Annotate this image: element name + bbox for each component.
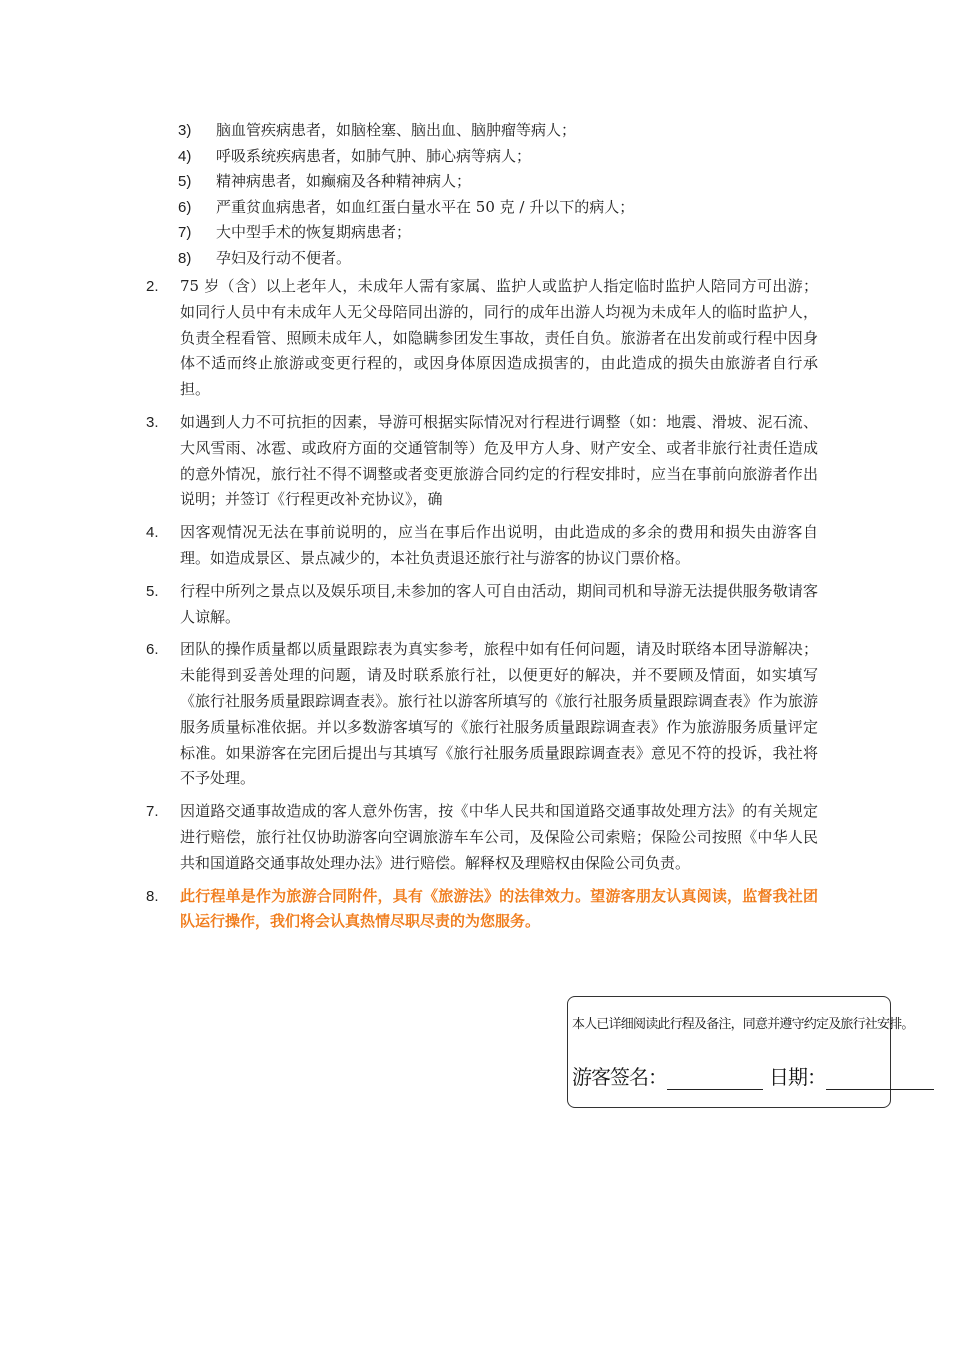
list-item [146,637,818,792]
item-number: 4) [178,147,192,165]
item-text: 精神病患者，如癫痫及各种精神病人； [216,172,472,191]
item-text: 大中型手术的恢复期病患者； [216,223,412,242]
item-text: 孕妇及行动不便者。 [216,248,352,267]
item-number: 3) [178,122,192,139]
item-number: 5. [146,582,159,600]
signature-row [572,1061,934,1090]
item-text: 呼吸系统疾病患者，如肺气肿、肺心病等病人； [216,146,532,165]
item-number: 8) [178,249,192,267]
list-item [146,274,818,403]
item-number: 8. [146,887,159,905]
list-item [178,195,634,221]
item-text: 严重贫血病患者，如血红蛋白量水平在 50 克 / 升以下的病人； [216,197,635,216]
item-number: 5) [178,173,192,191]
item-number: 3. [146,413,159,431]
item-text: 脑血管疾病患者，如脑栓塞、脑出血、脑肿瘤等病人； [216,121,577,139]
item-number: 6) [178,198,192,216]
item-number: 2. [146,278,159,295]
list-item [178,144,634,170]
item-text: 因道路交通事故造成的客人意外伤害，按《中华人民共和国道路交通事故处理方法》的有关规定进行赔偿，旅行社仅协助游客向空调旅游车车公司，及保险公司索赔；保险公司按照《中华人民共和国道路交通事故处理办法》进行赔偿。解释权及理赔权由保险公司负责。 [180,802,818,872]
list-item [146,579,818,631]
list-item [178,169,634,195]
date-line[interactable] [826,1067,934,1090]
list-item [178,220,634,246]
signature-notice: 本人已详细阅读此行程及备注，同意并遵守约定及旅行社安排。 [572,1017,914,1032]
highlight-text: 此行程单是作为旅游合同附件，具有《旅游法》的法律效力。望游客朋友认真阅读，监督我社团队运行操作，我们将会认真热情尽职尽责的为您服务。 [180,886,818,931]
list-item [146,410,818,513]
list-item [178,118,634,144]
signature-box [567,996,914,1108]
list-item [146,799,818,876]
item-number: 4. [146,524,159,542]
sign-label: 游客签名： [572,1065,667,1089]
list-item [146,520,818,572]
item-text: 如遇到人力不可抗拒的因素，导游可根据实际情况对行程进行调整（如：地震、滑坡、泥石流、大风雪雨、冰雹、或政府方面的交通管制等）危及甲方人身、财产安全、或者非旅行社责任造成的意外情况，旅行社不得不调整或者变更旅游合同约定的行程安排时，应当在事前向旅游者作出说明；并签订《行程更改补充协议》，确 [180,412,818,509]
item-text: 行程中所列之景点以及娱乐项目,未参加的客人可自由活动，期间司机和导游无法提供服务敬请客人谅解。 [180,581,818,626]
item-text: 因客观情况无法在事前说明的，应当在事后作出说明，由此造成的多余的费用和损失由游客自理。如造成景区、景点减少的，本社负责退还旅行社与游客的协议门票价格。 [180,523,818,567]
sub-list [178,118,634,272]
item-text: 团队的操作质量都以质量跟踪表为真实参考，旅程中如有任何问题，请及时联络本团导游解决；未能得到妥善处理的问题，请及时联系旅行社，以便更好的解决，并不要顾及情面，如实填写《旅行社服务质量跟踪调查表》。旅行社以游客所填写的《旅行社服务质量跟踪调查表》作为旅游服务质量标准依据。并以多数游客填写的《旅行社服务质量跟踪调查表》作为旅游服务质量评定标准。如果游客在完团后提出与其填写《旅行社服务质量跟踪调查表》意见不符的投诉，我社将不予处理。 [180,640,818,788]
item-number: 7. [146,803,159,821]
item-number: 7) [178,224,192,242]
signature-line[interactable] [667,1067,763,1090]
list-item-highlight [146,884,818,936]
date-label: 日期： [769,1065,826,1089]
item-number: 6. [146,641,159,659]
list-item [178,246,634,272]
terms-list [146,274,818,942]
item-text: 75 岁（含）以上老年人，未成年人需有家属、监护人或监护人指定临时监护人陪同方可出游；如同行人员中有未成年人无父母陪同出游的，同行的成年出游人均视为未成年人的临时监护人，负责全程看管、照顾未成年人，如隐瞒参团发生事故，责任自负。旅游者在出发前或行程中因身体不适而终止旅游或变更行程的，或因身体原因造成损害的，由此造成的损失由旅游者自行承担。 [180,277,818,399]
